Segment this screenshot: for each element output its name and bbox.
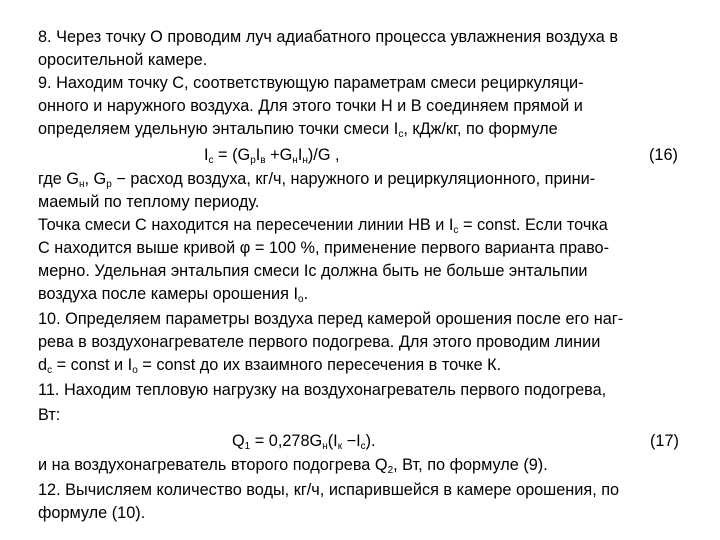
formula-run: )/G , (307, 146, 340, 164)
text-line: рева в воздухонагревателе первого подогрева. Для этого проводим линии (38, 333, 601, 351)
text-run: где G (38, 170, 79, 188)
formula-run: I (255, 146, 261, 164)
text-line: онного и наружного воздуха. Для этого точки Н и В соединяем прямой и (38, 97, 583, 115)
subscript: 2 (387, 465, 394, 476)
subscript: н (302, 155, 308, 166)
subscript: с (208, 155, 214, 166)
subscript: с (453, 225, 459, 236)
formula-run: Q (232, 432, 245, 450)
subscript: с (360, 441, 366, 452)
subscript: р (250, 155, 256, 166)
subscript: 1 (244, 441, 251, 452)
formula-number: (17) (650, 432, 679, 450)
text-line (38, 454, 548, 476)
text-line: 10. Определяем параметры воздуха перед камерой орошения после его наг- (38, 310, 624, 328)
text-line: маемый по теплому периоду. (38, 193, 260, 211)
text-line: 12. Вычисляем количество воды, кг/ч, испарившейся в камере орошения, по (38, 481, 620, 499)
text-line (38, 214, 608, 236)
text-line: оросительной камере. (38, 51, 208, 69)
text-run: = const. Если точка (458, 216, 608, 234)
formula-run: = (G (213, 146, 251, 164)
text-line: формуле (10). (38, 504, 146, 522)
text-run: = const и I (52, 356, 133, 374)
subscript: к (337, 441, 343, 452)
formula-run: I (297, 146, 303, 164)
text-line: С находится выше кривой φ = 100 %, применение первого варианта право- (38, 239, 610, 257)
text-line (38, 283, 308, 305)
formula-run: (I (327, 432, 338, 450)
text-run: , G (84, 170, 107, 188)
text-line: 9. Находим точку С, соответствующую параметрам смеси рециркуляци- (38, 74, 584, 92)
text-run: определяем удельную энтальпию точки смеси I (38, 120, 399, 138)
formula-run: I (204, 146, 209, 164)
subscript: с (47, 365, 53, 376)
text-run: , Вт, по формуле (9). (393, 456, 548, 474)
text-run: d (38, 356, 48, 374)
formula-run: +G (265, 146, 293, 164)
text-run: = const до их взаимного пересечения в точке К. (137, 356, 502, 374)
text-run: воздуха после камеры орошения I (38, 285, 299, 303)
subscript: р (106, 179, 112, 190)
subscript: о (132, 365, 138, 376)
text-line: мерно. Удельная энтальпия смеси Ic должна быть не больше энтальпии (38, 262, 588, 280)
formula-run: ). (365, 432, 376, 450)
subscript: в (260, 155, 266, 166)
text-line: Вт: (38, 406, 61, 424)
formula-run: = 0,278G (250, 432, 323, 450)
subscript: н (78, 179, 85, 190)
text-run: − расход воздуха, кг/ч, наружного и рециркуляционного, прини- (111, 170, 596, 188)
text-line: 11. Находим тепловую нагрузку на воздухонагреватель первого подогрева, (38, 381, 607, 399)
subscript: н (322, 441, 328, 452)
formula-number: (16) (649, 146, 678, 164)
formula-16 (204, 144, 340, 166)
subscript: с (398, 129, 404, 140)
text-line: 8. Через точку О проводим луч адиабатного процесса увлажнения воздуха в (38, 28, 619, 46)
text-line (38, 168, 595, 190)
text-run: , кДж/кг, по формуле (403, 120, 558, 138)
formula-run: −I (342, 432, 361, 450)
formula-17 (232, 430, 376, 452)
text-line (38, 354, 501, 376)
text-run: Точка смеси С находится на пересечении линии НВ и I (38, 216, 454, 234)
text-run: . (303, 285, 309, 303)
subscript: о (298, 294, 304, 305)
subscript: н (292, 155, 298, 166)
text-run: и на воздухонагреватель второго подогрева Q (38, 456, 388, 474)
text-line (38, 118, 558, 140)
